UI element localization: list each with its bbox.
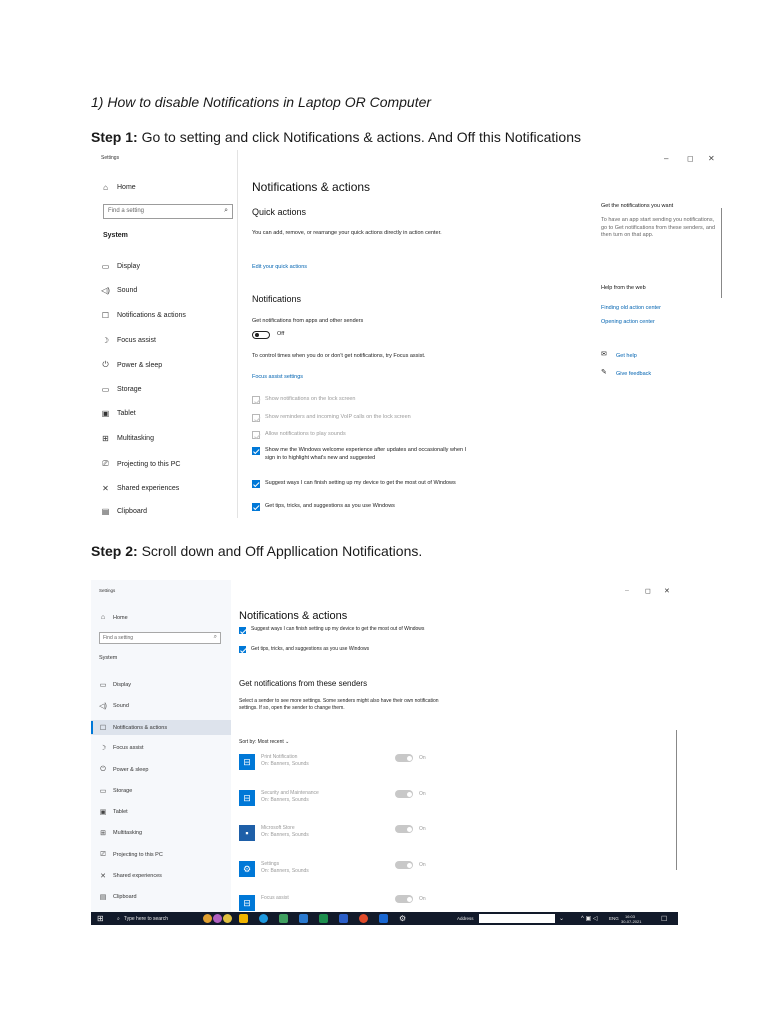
app-name[interactable]: Focus assist (261, 895, 289, 901)
sidebar-item-home[interactable] (99, 614, 128, 621)
sidebar-item-label: Focus assist (117, 337, 156, 344)
home-icon: ⌂ (103, 183, 108, 192)
sidebar-item-display[interactable] (101, 262, 140, 271)
section-label: System (99, 655, 118, 661)
sidebar-item-label: Tablet (117, 410, 136, 417)
section-heading: System (103, 232, 128, 239)
taskbar (91, 912, 678, 925)
notifications-icon: ☐ (101, 311, 110, 320)
sidebar-item-tablet[interactable] (99, 808, 128, 816)
power-icon: ⏻ (100, 766, 106, 773)
taskbar-search-text: Type here to search (123, 915, 169, 922)
shared-icon: ✕ (102, 484, 109, 493)
step2-text: Scroll down and Off Appllication Notifications. (137, 543, 423, 559)
home-label: Home (117, 184, 136, 191)
app-toggle[interactable] (395, 825, 413, 833)
clock-date[interactable]: 30-07-2021 (621, 919, 642, 924)
tablet-icon: ▣ (99, 809, 107, 816)
sidebar-item-label: Storage (113, 788, 133, 794)
sidebar-item-label: Notifications & actions (113, 725, 168, 731)
app-sub: On: Banners, Sounds (261, 832, 309, 838)
help-link-old-action-center[interactable]: Finding old action center (601, 305, 661, 311)
right-heading: Get the notifications you want (601, 203, 674, 209)
store-icon: ▪ (239, 825, 255, 841)
help-heading: Help from the web (601, 285, 646, 291)
page-title: Notifications & actions (239, 610, 348, 622)
sidebar-item-storage[interactable] (101, 385, 142, 394)
settings-main (252, 150, 572, 518)
app-toggle[interactable] (395, 861, 413, 869)
get-notifications-label: Get notifications from apps and other senders (252, 318, 364, 324)
security-maintenance-icon: ⊟ (239, 790, 255, 806)
sidebar-item-storage[interactable] (99, 787, 132, 795)
checkbox-label: Suggest ways I can finish setting up my device to get the most out of Windows (251, 626, 425, 632)
sidebar-item-label: Sound (117, 287, 138, 294)
search-input[interactable] (99, 632, 221, 644)
sidebar-item-label: Multitasking (113, 830, 143, 836)
app-toggle-state: On (419, 826, 426, 832)
feedback-icon: ✎ (601, 369, 607, 376)
word-icon[interactable] (339, 914, 348, 923)
help-link-opening-action-center[interactable]: Opening action center (601, 319, 655, 325)
sort-by-dropdown[interactable]: Sort by: Most recent ⌄ (239, 739, 290, 745)
get-help-link[interactable]: Get help (616, 353, 637, 359)
sidebar-item-label: Sound (113, 703, 129, 709)
scrollbar[interactable] (721, 208, 722, 298)
sidebar-item-power[interactable] (101, 360, 162, 370)
sidebar-item-notifications[interactable] (99, 724, 167, 732)
tray-icons[interactable]: ^ ▣ ◁ (581, 916, 598, 922)
sidebar-item-display[interactable] (99, 681, 131, 689)
document-title: 1) How to disable Notifications in Laptop OR Computer (91, 94, 432, 110)
app-sub: On: Banners, Sounds (261, 797, 309, 803)
sidebar-item-clipboard[interactable] (99, 893, 137, 901)
search-icon: ⌕ (224, 207, 228, 214)
settings-screenshot-1 (91, 150, 727, 518)
page-title: Notifications & actions (252, 180, 371, 194)
settings-main (239, 580, 678, 913)
search-placeholder: Find a setting (103, 635, 134, 641)
settings-sidebar (91, 150, 237, 518)
browser-icon[interactable] (223, 914, 232, 923)
checkbox-tips[interactable] (252, 503, 260, 511)
sidebar-item-projecting[interactable] (99, 851, 163, 859)
edit-quick-actions-link[interactable]: Edit your quick actions (252, 264, 308, 270)
gear-icon: ⚙ (239, 861, 255, 877)
settings-screenshot-2 (91, 580, 678, 925)
browser-icon[interactable] (203, 914, 212, 923)
sidebar-item-tablet[interactable] (101, 409, 136, 418)
app-toggle[interactable] (395, 895, 413, 903)
focus-assist-link[interactable]: Focus assist settings (252, 374, 304, 380)
checkbox-label: Show me the Windows welcome experience after updates and occasionally when I sign in to highlight what's new and suggested (265, 447, 467, 461)
sidebar-item-label: Power & sleep (113, 767, 149, 773)
minimize-button[interactable]: – (664, 154, 669, 163)
scrollbar[interactable] (676, 730, 677, 870)
multitasking-icon: ⊞ (102, 434, 109, 443)
app-toggle[interactable] (395, 754, 413, 762)
action-center-icon[interactable]: ☐ (661, 915, 668, 923)
focus-assist-text: To control times when you do or don't get notifications, try Focus assist. (252, 353, 426, 359)
maximize-button[interactable]: ◻ (687, 154, 694, 163)
address-dropdown-icon[interactable]: ⌄ (559, 916, 565, 922)
language-indicator[interactable]: ENG (609, 916, 619, 921)
file-explorer-icon[interactable] (239, 914, 248, 923)
sidebar-item-clipboard[interactable] (101, 507, 147, 516)
checkbox-label: Suggest ways I can finish setting up my device to get the most out of Windows (265, 480, 456, 486)
sidebar-item-sound[interactable] (99, 702, 129, 710)
app-icon[interactable] (379, 914, 388, 923)
sound-icon: ◁) (101, 286, 110, 295)
storage-icon: ▭ (101, 385, 110, 394)
window-title: Settings (101, 155, 120, 161)
checkbox-suggest[interactable] (252, 480, 260, 488)
sidebar-item-power[interactable] (99, 766, 148, 774)
sidebar-item-notifications[interactable] (101, 311, 186, 320)
quick-actions-heading: Quick actions (252, 207, 307, 217)
checkbox-label: Get tips, tricks, and suggestions as you use Windows (265, 503, 395, 509)
section-heading (99, 655, 117, 661)
minimize-button[interactable]: – (625, 587, 629, 594)
app-name[interactable]: Settings (261, 861, 280, 867)
sidebar-item-label: Notifications & actions (117, 312, 186, 319)
sidebar-item-label: Storage (117, 386, 142, 393)
selected-item-indicator (91, 721, 93, 734)
sidebar-item-focus-assist[interactable] (101, 336, 156, 345)
sidebar-item-projecting[interactable] (101, 459, 180, 469)
sidebar-item-label: Multitasking (117, 435, 154, 442)
sidebar-item-label: Focus assist (113, 745, 144, 751)
start-button[interactable]: ⊞ (97, 914, 104, 923)
sidebar-item-label: Clipboard (113, 894, 137, 900)
app-sub: On: Banners, Sounds (261, 761, 309, 767)
address-label: Address (457, 916, 474, 921)
app-icon[interactable] (279, 914, 288, 923)
moon-icon: ☽ (101, 336, 110, 345)
app-sub: On: Banners, Sounds (261, 868, 309, 874)
app-toggle-state: On (419, 791, 426, 797)
window-title-text: Settings (99, 588, 116, 593)
sidebar-item-label: Power & sleep (117, 361, 163, 369)
window-title (99, 588, 115, 593)
app-name[interactable]: Print Notification (261, 754, 298, 760)
sidebar-item-label: Shared experiences (113, 873, 162, 879)
settings-sidebar (91, 580, 231, 913)
clipboard-icon: ▤ (101, 507, 110, 516)
sound-icon: ◁) (99, 703, 107, 710)
checkbox-welcome[interactable] (252, 447, 260, 455)
sidebar-item-multitasking[interactable] (99, 829, 142, 837)
display-icon: ▭ (101, 262, 110, 271)
step2-heading (91, 543, 422, 559)
sidebar-item-label: Clipboard (117, 508, 147, 515)
storage-icon: ▭ (99, 788, 107, 795)
app-toggle[interactable] (395, 790, 413, 798)
senders-text: Select a sender to see more settings. Some senders might also have their own notification settings. If so, open the sender to change them. (239, 698, 439, 711)
checkbox-label: Show reminders and incoming VoIP calls on the lock screen (265, 414, 411, 420)
sidebar-item-sound[interactable] (101, 286, 137, 295)
sidebar-item-label: Projecting to this PC (117, 460, 181, 468)
notifications-heading: Notifications (252, 294, 302, 304)
close-button[interactable]: ✕ (708, 154, 715, 163)
power-icon: ⏻ (102, 360, 109, 369)
checkbox-suggest[interactable] (239, 627, 246, 634)
checkbox-reminders[interactable] (252, 414, 260, 422)
step1-heading (91, 129, 581, 145)
notifications-icon: ☐ (99, 725, 107, 732)
app-toggle-state: On (419, 896, 426, 902)
notifications-toggle[interactable] (252, 331, 270, 339)
moon-icon: ☽ (99, 745, 107, 752)
sidebar-item-label: Tablet (113, 809, 128, 815)
quick-actions-text: You can add, remove, or rearrange your quick actions directly in action center. (252, 230, 442, 236)
home-icon: ⌂ (100, 614, 106, 621)
related-panel (601, 150, 727, 518)
sidebar-item-focus-assist[interactable] (99, 744, 144, 752)
excel-icon[interactable] (319, 914, 328, 923)
checkbox-tips[interactable] (239, 646, 246, 653)
sidebar-item-label: Display (117, 263, 140, 270)
clock-time[interactable]: 16:03 (625, 914, 636, 919)
multitasking-icon: ⊞ (100, 830, 106, 837)
address-input[interactable] (479, 914, 555, 923)
toggle-state: Off (277, 331, 285, 337)
step2-label: Step 2: (91, 543, 138, 559)
sidebar-item-multitasking[interactable] (101, 434, 154, 443)
checkbox-label: Allow notifications to play sounds (265, 431, 346, 437)
tablet-icon: ▣ (101, 409, 110, 418)
clipboard-icon: ▤ (99, 894, 107, 901)
home-label: Home (113, 614, 128, 621)
app-name[interactable]: Security and Maintenance (261, 790, 319, 796)
right-text: To have an app start sending you notifications, go to Get notifications from these senders, and then turn on that app. (601, 217, 716, 238)
focus-assist-icon: ⊟ (239, 895, 255, 911)
maximize-button[interactable]: ◻ (645, 588, 651, 595)
checkbox-label: Get tips, tricks, and suggestions as you use Windows (251, 646, 370, 652)
checkbox-sounds[interactable] (252, 431, 260, 439)
sidebar-item-label: Shared experiences (117, 485, 180, 492)
search-icon: ⌕ (213, 634, 217, 640)
app-toggle-state: On (419, 755, 426, 761)
search-icon: ⌕ (117, 915, 120, 922)
checkbox-lock-screen[interactable] (252, 396, 260, 404)
projecting-icon: ⎚ (100, 851, 106, 858)
sidebar-item-home[interactable] (101, 183, 136, 192)
step1-text: Go to setting and click Notifications & actions. And Off this Notifications (137, 129, 581, 145)
chrome-icon[interactable] (359, 914, 368, 923)
help-icon: ✉ (601, 351, 607, 358)
checkbox-label: Show notifications on the lock screen (265, 396, 356, 402)
display-icon: ▭ (99, 682, 107, 689)
app-icon[interactable] (299, 914, 308, 923)
close-button[interactable]: ✕ (664, 588, 670, 595)
sidebar-item-label: Display (113, 682, 132, 688)
app-toggle-state: On (419, 862, 426, 868)
shared-icon: ✕ (100, 873, 106, 880)
app-name[interactable]: Microsoft Store (261, 825, 295, 831)
print-notification-icon: ⊟ (239, 754, 255, 770)
sidebar-item-label: Projecting to this PC (113, 852, 163, 858)
settings-taskbar-icon[interactable]: ⚙ (399, 914, 407, 923)
divider (237, 150, 238, 518)
browser-icon[interactable] (213, 914, 222, 923)
taskbar-search[interactable] (117, 912, 168, 925)
give-feedback-link[interactable]: Give feedback (616, 371, 652, 377)
edge-icon[interactable] (259, 914, 268, 923)
search-placeholder: Find a setting (108, 208, 145, 214)
sidebar-item-shared[interactable] (101, 484, 179, 493)
sidebar-item-shared[interactable] (99, 872, 162, 880)
senders-heading: Get notifications from these senders (239, 679, 368, 688)
projecting-icon: ⎚ (102, 459, 109, 468)
step1-label: Step 1: (91, 129, 138, 145)
search-input[interactable] (103, 204, 233, 219)
